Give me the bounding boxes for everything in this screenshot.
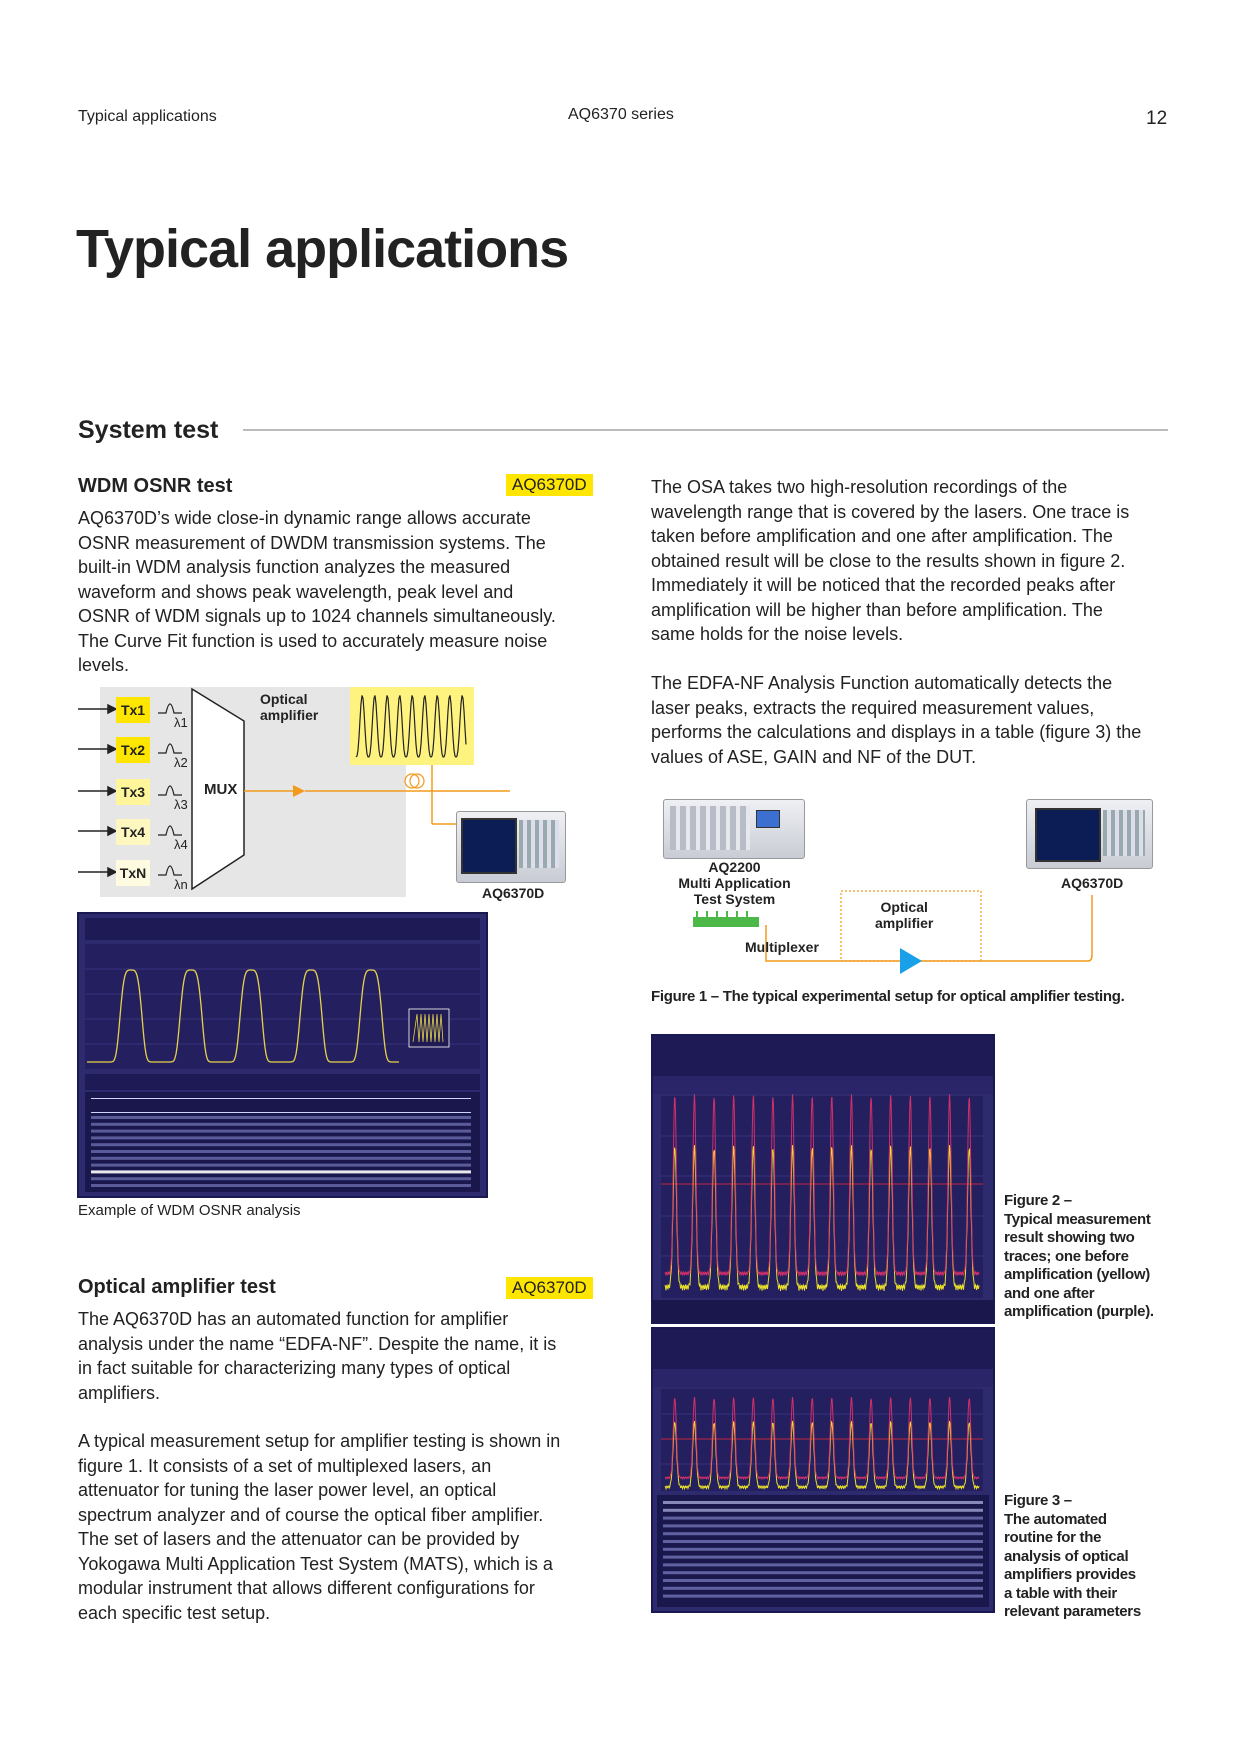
right-line: same holds for the noise levels. (651, 624, 904, 644)
tx-box: Tx2 (116, 737, 150, 763)
right-line: laser peaks, extracts the required measurement values, (651, 697, 1095, 718)
wdm-line: OSNR of WDM signals up to 1024 channels simultaneously. (78, 606, 556, 626)
page-title: Typical applications (76, 219, 569, 279)
tx-box: Tx4 (116, 819, 150, 845)
fig1-caption: Figure 1 – The typical experimental setup for optical amplifier testing. (651, 988, 1125, 1005)
osa-device-image (456, 811, 566, 883)
fig3-caption: Figure 3 – The automated routine for the analysis of optical amplifiers provides a table with their relevant parameters (1004, 1492, 1141, 1620)
right-line: performs the calculations and displays in a table (figure 3) the (651, 722, 1142, 742)
amp-line: modular instrument that allows different configurations for (78, 1578, 535, 1598)
right-line: The OSA takes two high-resolution recordings of the (651, 477, 1068, 497)
amp-line: Yokogawa Multi Application Test System (MATS), which is a (78, 1553, 553, 1574)
osa-screen-wdm (77, 912, 488, 1198)
right-line: The EDFA-NF Analysis Function automatically detects the (651, 673, 1113, 693)
amp-line: each specific test setup. (78, 1602, 271, 1623)
lambda-label: λ2 (174, 755, 188, 770)
lambda-label: λn (174, 877, 188, 892)
right-text-2 (651, 671, 1191, 769)
fig1-amp-label: Optical amplifier (875, 899, 934, 931)
amp-text-2 (78, 1429, 618, 1625)
lambda-label: λ1 (174, 715, 188, 730)
right-line: taken before amplification and one after amplification. The (651, 526, 1113, 546)
amp-line: A typical measurement setup for amplifier testing is shown in (78, 1431, 561, 1451)
tx-box: TxN (116, 860, 150, 886)
amp-line: attenuator for tuning the laser power level, an optical (78, 1480, 497, 1500)
wdm-line: built-in WDM analysis function analyzes the measured (78, 557, 511, 577)
amp-line: analysis under the name “EDFA-NF”. Despite the name, it is (78, 1333, 557, 1354)
osa-device-label: AQ6370D (482, 885, 545, 901)
right-line: wavelength range that is covered by the lasers. One trace is (651, 501, 1130, 522)
section-rule (243, 429, 1168, 431)
fig1-lines (651, 795, 1171, 975)
right-line: Immediately it will be noticed that the recorded peaks after (651, 575, 1116, 595)
osa-screen-fig3 (651, 1327, 995, 1613)
amp-badge: AQ6370D (506, 1277, 593, 1299)
fig2-caption: Figure 2 – Typical measurement result showing two traces; one before amplification (yellow) and one after amplification (purple). (1004, 1192, 1154, 1320)
tx-box: Tx3 (116, 779, 150, 805)
right-line: values of ASE, GAIN and NF of the DUT. (651, 746, 977, 767)
amp-label: Optical amplifier (260, 691, 319, 723)
wdm-line: AQ6370D’s wide close-in dynamic range allows accurate (78, 508, 531, 528)
wdm-line: levels. (78, 655, 130, 675)
right-line: amplification will be higher than before amplification. The (651, 599, 1103, 620)
wdm-badge: AQ6370D (506, 474, 593, 496)
wdm-text (78, 506, 598, 678)
right-text-1 (651, 475, 1191, 647)
osa-screen-fig2 (651, 1034, 995, 1324)
amp-title: Optical amplifier test (78, 1276, 276, 1298)
amp-line: in fact suitable for characterizing many types of optical (78, 1358, 511, 1378)
osa-label-2: AQ6370D (1061, 875, 1124, 891)
fig1-diagram (651, 795, 1171, 975)
amp-line: The set of lasers and the attenuator can be provided by (78, 1529, 520, 1549)
amp-line: spectrum analyzer and of course the optical fiber amplifier. (78, 1504, 544, 1525)
lambda-label: λ4 (174, 837, 188, 852)
wdm-title: WDM OSNR test (78, 475, 233, 497)
amp-line: The AQ6370D has an automated function for amplifier (78, 1309, 509, 1329)
tx-box: Tx1 (116, 697, 150, 723)
mux-label: MUX (204, 781, 238, 798)
amp-line: amplifiers. (78, 1382, 161, 1403)
amp-text-1 (78, 1307, 618, 1405)
amp-line: figure 1. It consists of a set of multiplexed lasers, an (78, 1455, 492, 1476)
wdm-line: The Curve Fit function is used to accurately measure noise (78, 630, 548, 651)
right-line: obtained result will be close to the results shown in figure 2. (651, 550, 1126, 571)
section-title: System test (78, 416, 219, 444)
running-header: Typical applications (78, 108, 217, 125)
wdm-line: waveform and shows peak wavelength, peak level and (78, 581, 514, 602)
wdm-caption: Example of WDM OSNR analysis (78, 1202, 301, 1219)
mats-label: AQ2200 Multi Application Test System (678, 859, 791, 907)
fig1-mux-label: Multiplexer (745, 939, 819, 955)
wdm-diagram (78, 685, 598, 900)
series-name: AQ6370 series (568, 106, 674, 123)
page-number: 12 (1146, 108, 1168, 129)
wdm-line: OSNR measurement of DWDM transmission systems. The (78, 532, 546, 553)
lambda-label: λ3 (174, 797, 188, 812)
